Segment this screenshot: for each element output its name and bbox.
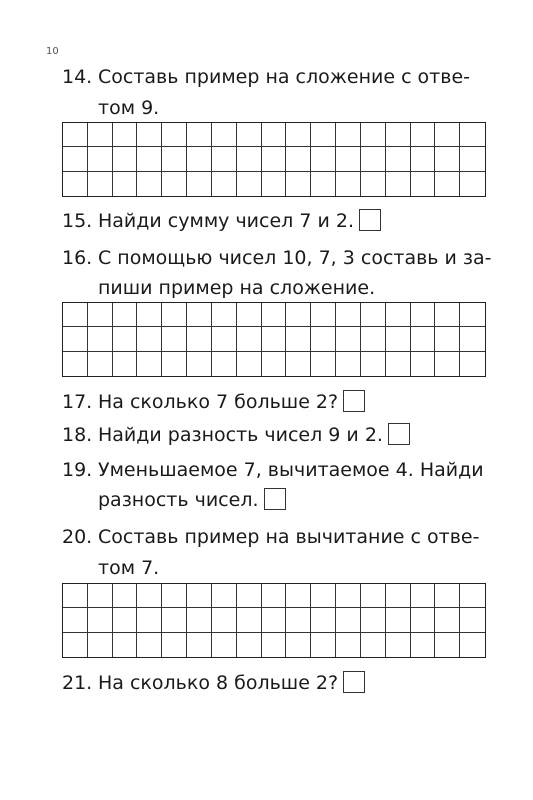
task-text: С помощью чисел 10, 7, 3 составь и за-	[98, 247, 492, 269]
grid-cell[interactable]	[435, 633, 460, 657]
grid-cell[interactable]	[113, 584, 138, 608]
answer-box[interactable]	[388, 423, 410, 445]
grid-cell[interactable]	[411, 303, 436, 327]
grid-cell[interactable]	[187, 352, 212, 376]
grid-cell[interactable]	[212, 327, 237, 351]
grid-cell[interactable]	[262, 584, 287, 608]
grid-cell[interactable]	[212, 123, 237, 147]
grid-cell[interactable]	[311, 633, 336, 657]
grid-cell[interactable]	[137, 147, 162, 171]
grid-cell[interactable]	[187, 172, 212, 196]
grid-cell[interactable]	[88, 147, 113, 171]
grid-cell[interactable]	[187, 327, 212, 351]
grid-cell[interactable]	[63, 303, 88, 327]
grid-cell[interactable]	[137, 584, 162, 608]
task-text: Составь пример на вычитание с отве-	[98, 526, 480, 548]
grid-cell[interactable]	[460, 172, 485, 196]
grid-cell[interactable]	[361, 633, 386, 657]
grid-cell[interactable]	[237, 123, 262, 147]
grid-cell[interactable]	[361, 172, 386, 196]
grid-cell[interactable]	[386, 608, 411, 632]
grid-cell[interactable]	[187, 633, 212, 657]
grid-cell[interactable]	[162, 303, 187, 327]
grid-cell[interactable]	[237, 303, 262, 327]
task-15	[62, 208, 492, 234]
task-16-continuation: пиши пример на сложение.	[98, 277, 376, 299]
grid-cell[interactable]	[411, 584, 436, 608]
grid-cell[interactable]	[435, 172, 460, 196]
grid-cell[interactable]	[311, 123, 336, 147]
grid-cell[interactable]	[113, 608, 138, 632]
grid-cell[interactable]	[262, 172, 287, 196]
writing-grid[interactable]	[62, 122, 486, 197]
grid-cell[interactable]	[262, 123, 287, 147]
task-number: 17.	[62, 391, 93, 413]
grid-cell[interactable]	[460, 327, 485, 351]
grid-cell[interactable]	[113, 633, 138, 657]
grid-cell[interactable]	[162, 147, 187, 171]
writing-grid[interactable]	[62, 302, 486, 377]
grid-cell[interactable]	[286, 123, 311, 147]
grid-cell[interactable]	[286, 584, 311, 608]
task-14	[62, 64, 470, 90]
grid-cell[interactable]	[262, 352, 287, 376]
grid-cell[interactable]	[162, 633, 187, 657]
grid-cell[interactable]	[311, 608, 336, 632]
grid-cell[interactable]	[286, 172, 311, 196]
task-14-continuation: том 9.	[98, 97, 160, 119]
grid-cell[interactable]	[237, 608, 262, 632]
grid-cell[interactable]	[361, 123, 386, 147]
grid-cell[interactable]	[435, 352, 460, 376]
grid-cell[interactable]	[411, 633, 436, 657]
task-number: 20.	[62, 526, 93, 548]
grid-cell[interactable]	[361, 352, 386, 376]
grid-cell[interactable]	[460, 608, 485, 632]
grid-cell[interactable]	[212, 147, 237, 171]
grid-cell[interactable]	[386, 584, 411, 608]
grid-cell[interactable]	[262, 633, 287, 657]
answer-box[interactable]	[264, 488, 286, 510]
grid-cell[interactable]	[88, 327, 113, 351]
grid-cell[interactable]	[113, 327, 138, 351]
grid-cell[interactable]	[212, 584, 237, 608]
task-number: 16.	[62, 247, 93, 269]
grid-cell[interactable]	[386, 352, 411, 376]
grid-cell[interactable]	[411, 147, 436, 171]
task-text: На сколько 7 больше 2?	[98, 391, 339, 413]
grid-cell[interactable]	[187, 584, 212, 608]
grid-cell[interactable]	[336, 608, 361, 632]
grid-cell[interactable]	[137, 352, 162, 376]
grid-cell[interactable]	[386, 303, 411, 327]
grid-cell[interactable]	[262, 608, 287, 632]
grid-cell[interactable]	[411, 123, 436, 147]
grid-cell[interactable]	[137, 123, 162, 147]
task-20	[62, 524, 480, 550]
grid-cell[interactable]	[187, 608, 212, 632]
grid-cell[interactable]	[63, 584, 88, 608]
grid-cell[interactable]	[336, 303, 361, 327]
grid-cell[interactable]	[187, 147, 212, 171]
grid-cell[interactable]	[336, 327, 361, 351]
grid-cell[interactable]	[162, 123, 187, 147]
grid-cell[interactable]	[113, 147, 138, 171]
grid-cell[interactable]	[237, 352, 262, 376]
grid-cell[interactable]	[237, 633, 262, 657]
task-number: 21.	[62, 672, 93, 694]
grid-cell[interactable]	[286, 633, 311, 657]
grid-cell[interactable]	[162, 352, 187, 376]
grid-cell[interactable]	[286, 327, 311, 351]
task-text: Найди сумму чисел 7 и 2.	[98, 210, 354, 232]
grid-cell[interactable]	[137, 608, 162, 632]
grid-cell[interactable]	[88, 633, 113, 657]
grid-cell[interactable]	[113, 303, 138, 327]
grid-cell[interactable]	[311, 584, 336, 608]
task-number: 19.	[62, 459, 93, 481]
task-text: На сколько 8 больше 2?	[98, 672, 339, 694]
grid-cell[interactable]	[137, 327, 162, 351]
grid-cell[interactable]	[435, 147, 460, 171]
grid-cell[interactable]	[262, 327, 287, 351]
grid-cell[interactable]	[336, 352, 361, 376]
grid-cell[interactable]	[262, 147, 287, 171]
grid-cell[interactable]	[435, 608, 460, 632]
grid-cell[interactable]	[336, 172, 361, 196]
grid-cell[interactable]	[435, 327, 460, 351]
grid-cell[interactable]	[63, 352, 88, 376]
writing-grid[interactable]	[62, 583, 486, 658]
answer-box[interactable]	[343, 390, 365, 412]
grid-cell[interactable]	[237, 584, 262, 608]
grid-cell[interactable]	[88, 584, 113, 608]
grid-cell[interactable]	[361, 608, 386, 632]
task-text: Найди разность чисел 9 и 2.	[98, 424, 383, 446]
grid-cell[interactable]	[336, 147, 361, 171]
grid-cell[interactable]	[63, 123, 88, 147]
grid-cell[interactable]	[361, 147, 386, 171]
grid-cell[interactable]	[212, 352, 237, 376]
grid-cell[interactable]	[460, 147, 485, 171]
grid-cell[interactable]	[162, 172, 187, 196]
grid-cell[interactable]	[63, 172, 88, 196]
grid-cell[interactable]	[311, 327, 336, 351]
grid-cell[interactable]	[137, 303, 162, 327]
grid-cell[interactable]	[88, 352, 113, 376]
grid-cell[interactable]	[411, 352, 436, 376]
grid-cell[interactable]	[88, 608, 113, 632]
grid-cell[interactable]	[212, 633, 237, 657]
grid-cell[interactable]	[386, 327, 411, 351]
grid-cell[interactable]	[435, 123, 460, 147]
page-number: 10	[46, 46, 59, 57]
grid-cell[interactable]	[435, 303, 460, 327]
grid-cell[interactable]	[113, 352, 138, 376]
grid-cell[interactable]	[63, 327, 88, 351]
grid-cell[interactable]	[286, 352, 311, 376]
grid-cell[interactable]	[63, 633, 88, 657]
task-text: Уменьшаемое 7, вычитаемое 4. Найди	[98, 459, 484, 481]
grid-cell[interactable]	[113, 123, 138, 147]
grid-cell[interactable]	[237, 327, 262, 351]
grid-cell[interactable]	[212, 608, 237, 632]
grid-cell[interactable]	[386, 123, 411, 147]
task-18	[62, 422, 492, 448]
grid-cell[interactable]	[63, 147, 88, 171]
task-number: 18.	[62, 424, 93, 446]
answer-box[interactable]	[343, 671, 365, 693]
grid-cell[interactable]	[137, 172, 162, 196]
grid-cell[interactable]	[88, 172, 113, 196]
grid-cell[interactable]	[88, 303, 113, 327]
task-number: 14.	[62, 66, 93, 88]
grid-cell[interactable]	[237, 172, 262, 196]
grid-cell[interactable]	[361, 303, 386, 327]
grid-cell[interactable]	[336, 584, 361, 608]
grid-cell[interactable]	[63, 608, 88, 632]
grid-cell[interactable]	[386, 147, 411, 171]
grid-cell[interactable]	[187, 303, 212, 327]
task-16	[62, 245, 492, 271]
grid-cell[interactable]	[286, 147, 311, 171]
task-17	[62, 389, 492, 415]
grid-cell[interactable]	[311, 352, 336, 376]
task-text: разность чисел.	[98, 489, 259, 511]
grid-cell[interactable]	[435, 584, 460, 608]
grid-cell[interactable]	[237, 147, 262, 171]
task-19	[62, 457, 484, 483]
grid-cell[interactable]	[286, 608, 311, 632]
grid-cell[interactable]	[460, 352, 485, 376]
grid-cell[interactable]	[460, 633, 485, 657]
grid-cell[interactable]	[162, 327, 187, 351]
grid-cell[interactable]	[311, 303, 336, 327]
task-21	[62, 670, 492, 696]
grid-cell[interactable]	[411, 327, 436, 351]
grid-cell[interactable]	[336, 123, 361, 147]
grid-cell[interactable]	[88, 123, 113, 147]
task-text: Составь пример на сложение с отве-	[98, 66, 470, 88]
task-20-continuation: том 7.	[98, 557, 160, 579]
grid-cell[interactable]	[311, 172, 336, 196]
grid-cell[interactable]	[411, 608, 436, 632]
task-number: 15.	[62, 210, 93, 232]
grid-cell[interactable]	[386, 633, 411, 657]
task-19-continuation	[98, 487, 528, 513]
grid-cell[interactable]	[113, 172, 138, 196]
grid-cell[interactable]	[137, 633, 162, 657]
grid-cell[interactable]	[411, 172, 436, 196]
grid-cell[interactable]	[212, 303, 237, 327]
grid-cell[interactable]	[262, 303, 287, 327]
grid-cell[interactable]	[311, 147, 336, 171]
grid-cell[interactable]	[286, 303, 311, 327]
grid-cell[interactable]	[361, 584, 386, 608]
grid-cell[interactable]	[212, 172, 237, 196]
grid-cell[interactable]	[187, 123, 212, 147]
grid-cell[interactable]	[460, 303, 485, 327]
grid-cell[interactable]	[336, 633, 361, 657]
grid-cell[interactable]	[460, 123, 485, 147]
grid-cell[interactable]	[460, 584, 485, 608]
grid-cell[interactable]	[162, 584, 187, 608]
grid-cell[interactable]	[162, 608, 187, 632]
answer-box[interactable]	[359, 209, 381, 231]
grid-cell[interactable]	[386, 172, 411, 196]
grid-cell[interactable]	[361, 327, 386, 351]
